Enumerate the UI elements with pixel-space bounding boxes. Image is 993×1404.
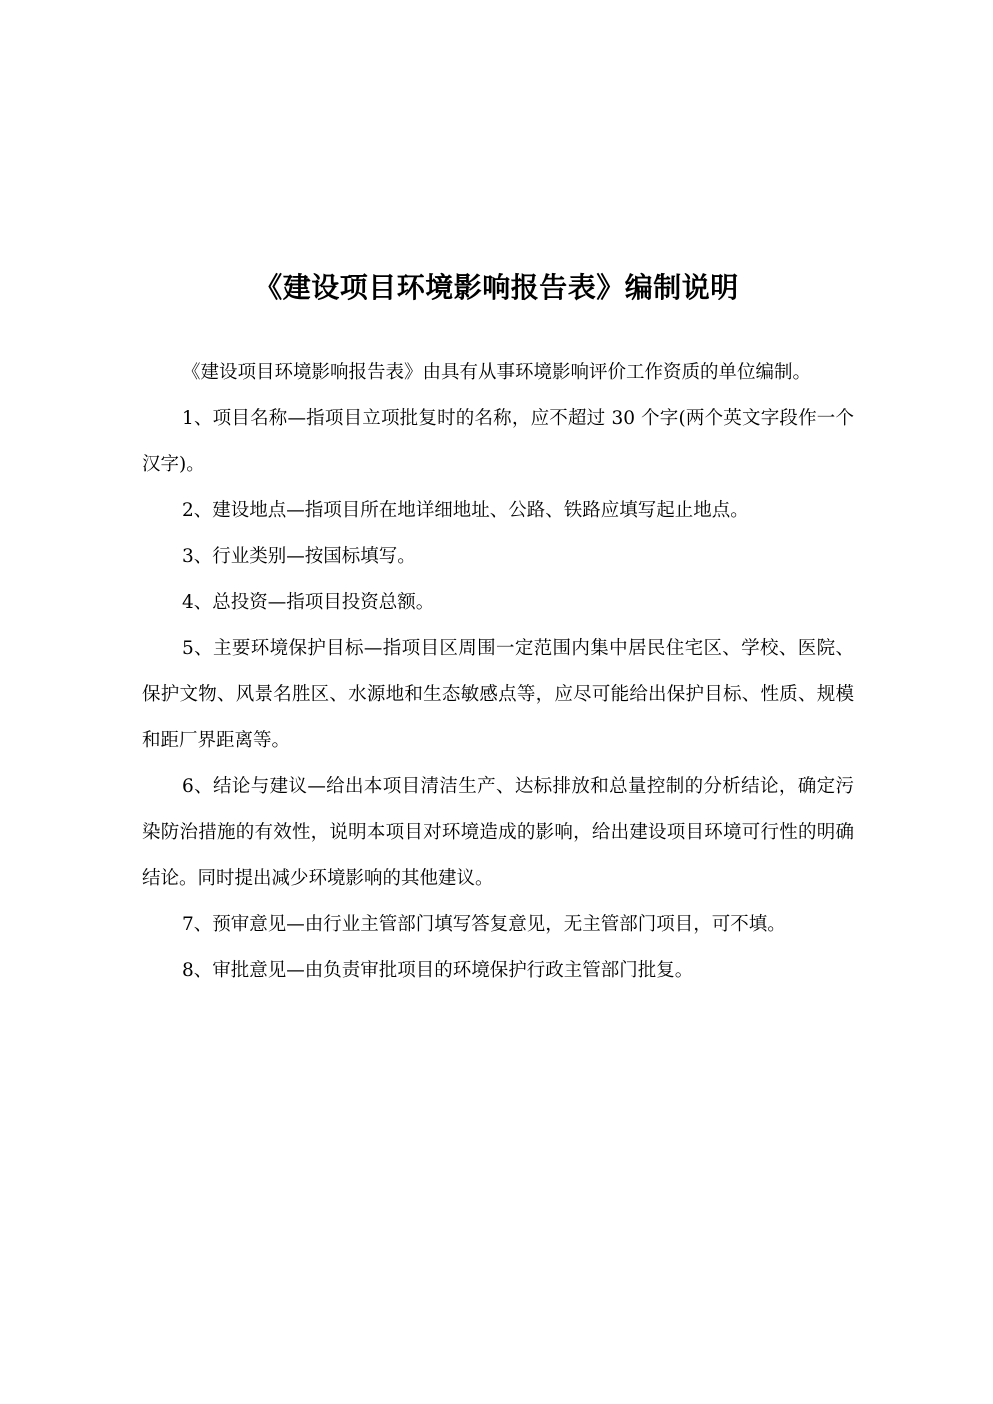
intro-paragraph: 《建设项目环境影响报告表》由具有从事环境影响评价工作资质的单位编制。 — [182, 362, 812, 383]
item-construction-site: 2、建设地点—指项目所在地详细地址、公路、铁路应填写起止地点。 — [182, 500, 749, 521]
item-total-investment: 4、总投资—指项目投资总额。 — [182, 592, 435, 613]
item-industry-category: 3、行业类别—按国标填写。 — [182, 546, 416, 567]
item-project-name: 1、项目名称—指项目立项批复时的名称，应不超过 30 个字(两个英文字段作一个汉字)。 — [142, 408, 854, 475]
document-body — [142, 350, 854, 994]
item-preliminary-review: 7、预审意见—由行业主管部门填写答复意见，无主管部门项目，可不填。 — [182, 914, 786, 935]
item-conclusions: 6、结论与建议—给出本项目清洁生产、达标排放和总量控制的分析结论，确定污染防治措施的有效性，说明本项目对环境造成的影响，给出建设项目环境可行性的明确结论。同时提出减少环境影响的其他建议。 — [142, 776, 854, 889]
item-approval-opinion: 8、审批意见—由负责审批项目的环境保护行政主管部门批复。 — [182, 960, 694, 981]
document-title: 《建设项目环境影响报告表》编制说明 — [254, 271, 739, 304]
item-protection-targets: 5、主要环境保护目标—指项目区周围一定范围内集中居民住宅区、学校、医院、保护文物、风景名胜区、水源地和生态敏感点等，应尽可能给出保护目标、性质、规模和距厂界距离等。 — [142, 638, 854, 751]
